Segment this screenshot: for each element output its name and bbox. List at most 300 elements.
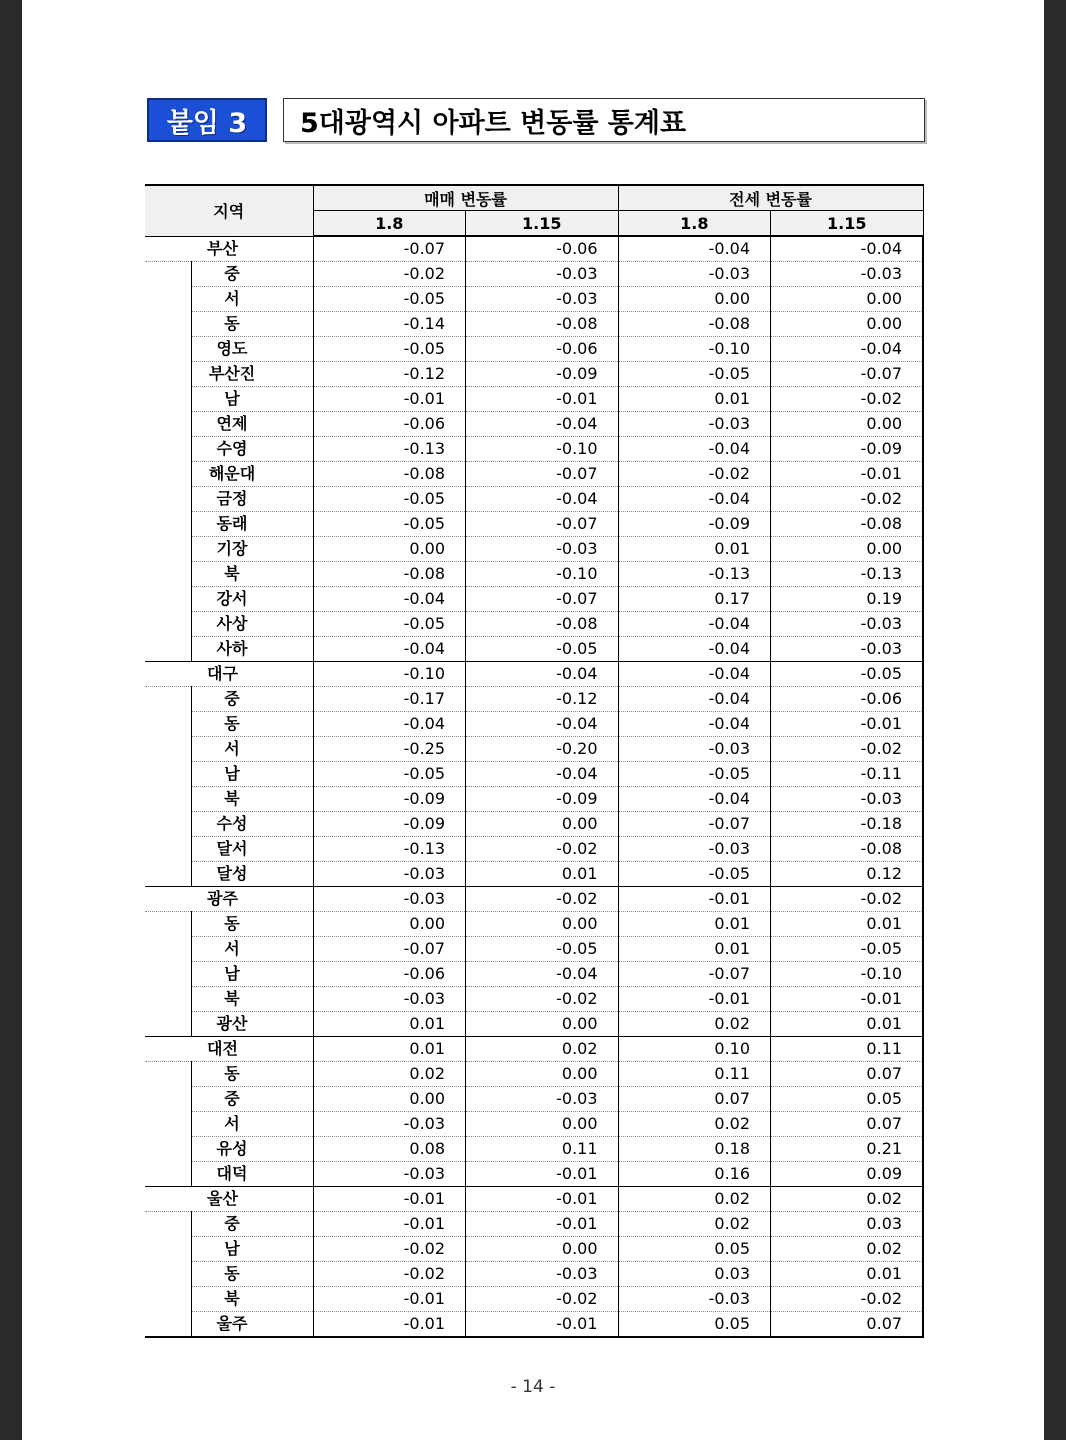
rate-cell: -0.07 (466, 512, 619, 537)
rate-cell: -0.03 (618, 1287, 771, 1312)
rate-cell: -0.01 (466, 1187, 619, 1212)
district-row (145, 812, 923, 837)
rate-cell: -0.04 (466, 412, 619, 437)
rate-cell: -0.01 (771, 987, 924, 1012)
rate-cell: -0.04 (618, 687, 771, 712)
district-row (145, 1137, 923, 1162)
rate-cell: -0.03 (771, 787, 924, 812)
district-row (145, 1087, 923, 1112)
district-name: 남 (191, 962, 313, 987)
rate-cell: -0.01 (466, 387, 619, 412)
sale-rate-header: 매매 변동률 (313, 185, 618, 211)
district-row (145, 512, 923, 537)
district-name: 수영 (191, 437, 313, 462)
page-title: 5대광역시 아파트 변동률 통계표 (283, 98, 925, 142)
rate-cell: 0.00 (313, 537, 466, 562)
rate-cell: -0.10 (771, 962, 924, 987)
city-row (145, 887, 923, 912)
rate-cell: 0.07 (771, 1062, 924, 1087)
rate-cell: -0.07 (313, 937, 466, 962)
rate-cell: -0.04 (466, 762, 619, 787)
district-row (145, 962, 923, 987)
rate-cell: -0.25 (313, 737, 466, 762)
indent-bracket (145, 362, 191, 387)
district-row (145, 412, 923, 437)
city-name: 부산 (145, 236, 313, 262)
district-row (145, 587, 923, 612)
rate-cell: -0.04 (466, 662, 619, 687)
city-name: 대구 (145, 662, 313, 687)
rate-cell: -0.13 (313, 837, 466, 862)
rate-cell: 0.16 (618, 1162, 771, 1187)
rate-cell: -0.02 (771, 737, 924, 762)
rate-cell: 0.10 (618, 1037, 771, 1062)
rate-cell: -0.07 (771, 362, 924, 387)
rate-cell: -0.05 (618, 362, 771, 387)
city-row (145, 662, 923, 687)
rate-cell: -0.04 (618, 637, 771, 662)
rate-cell: 0.00 (466, 1237, 619, 1262)
rate-cell: 0.11 (771, 1037, 924, 1062)
rate-cell: 0.08 (313, 1137, 466, 1162)
district-name: 사하 (191, 637, 313, 662)
rate-cell: -0.07 (466, 587, 619, 612)
rate-cell: 0.18 (618, 1137, 771, 1162)
indent-bracket (145, 562, 191, 587)
district-row (145, 487, 923, 512)
rate-cell: -0.04 (466, 487, 619, 512)
indent-bracket (145, 862, 191, 887)
rate-cell: -0.04 (618, 787, 771, 812)
district-row (145, 262, 923, 287)
indent-bracket (145, 1312, 191, 1338)
rate-cell: -0.05 (466, 637, 619, 662)
rate-cell: 0.02 (618, 1112, 771, 1137)
rate-cell: 0.01 (618, 387, 771, 412)
rate-cell: 0.01 (466, 862, 619, 887)
rate-cell: -0.02 (313, 262, 466, 287)
rate-cell: -0.03 (313, 987, 466, 1012)
jeonse-rate-header: 전세 변동률 (618, 185, 923, 211)
rate-cell: 0.00 (466, 812, 619, 837)
city-name: 울산 (145, 1187, 313, 1212)
rate-cell: -0.03 (466, 287, 619, 312)
rate-cell: 0.00 (466, 912, 619, 937)
rate-cell: -0.08 (771, 512, 924, 537)
rate-cell: -0.05 (771, 937, 924, 962)
rate-cell: -0.03 (771, 262, 924, 287)
rate-cell: -0.06 (466, 337, 619, 362)
rate-cell: 0.09 (771, 1162, 924, 1187)
rate-cell: -0.08 (771, 837, 924, 862)
indent-bracket (145, 712, 191, 737)
indent-bracket (145, 412, 191, 437)
rate-cell: -0.01 (618, 987, 771, 1012)
rate-cell: -0.20 (466, 737, 619, 762)
table-body (145, 236, 923, 1337)
district-name: 북 (191, 562, 313, 587)
rate-cell: 0.07 (618, 1087, 771, 1112)
rate-cell: -0.03 (618, 412, 771, 437)
district-name: 강서 (191, 587, 313, 612)
rate-cell: 0.00 (466, 1062, 619, 1087)
district-row (145, 462, 923, 487)
rate-cell: -0.08 (313, 462, 466, 487)
rate-cell: -0.09 (466, 362, 619, 387)
rate-cell: -0.02 (313, 1237, 466, 1262)
indent-bracket (145, 462, 191, 487)
district-name: 중 (191, 1212, 313, 1237)
district-row (145, 987, 923, 1012)
district-row (145, 687, 923, 712)
jeonse-date-2: 1.15 (771, 211, 924, 237)
district-row (145, 862, 923, 887)
rate-cell: 0.03 (771, 1212, 924, 1237)
district-row (145, 287, 923, 312)
rate-cell: -0.02 (771, 1287, 924, 1312)
indent-bracket (145, 262, 191, 287)
indent-bracket (145, 1237, 191, 1262)
rate-cell: -0.04 (313, 637, 466, 662)
rate-cell: 0.07 (771, 1312, 924, 1338)
indent-bracket (145, 812, 191, 837)
city-row (145, 236, 923, 262)
rate-cell: -0.04 (618, 487, 771, 512)
rate-cell: -0.01 (466, 1162, 619, 1187)
rate-cell: -0.14 (313, 312, 466, 337)
rate-cell: 0.00 (313, 1087, 466, 1112)
rate-cell: 0.11 (466, 1137, 619, 1162)
rate-cell: -0.01 (313, 1312, 466, 1338)
district-row (145, 912, 923, 937)
rate-cell: -0.03 (466, 1262, 619, 1287)
rate-cell: -0.01 (313, 387, 466, 412)
indent-bracket (145, 1087, 191, 1112)
indent-bracket (145, 687, 191, 712)
district-row (145, 1112, 923, 1137)
rate-cell: 0.01 (618, 912, 771, 937)
rate-cell: -0.01 (313, 1287, 466, 1312)
rate-cell: -0.01 (466, 1312, 619, 1338)
indent-bracket (145, 437, 191, 462)
rate-cell: 0.21 (771, 1137, 924, 1162)
rate-cell: -0.05 (466, 937, 619, 962)
rate-cell: -0.12 (466, 687, 619, 712)
rate-cell: -0.02 (466, 987, 619, 1012)
indent-bracket (145, 762, 191, 787)
rate-cell: -0.05 (313, 612, 466, 637)
rate-cell: 0.19 (771, 587, 924, 612)
region-header: 지역 (145, 185, 313, 236)
indent-bracket (145, 937, 191, 962)
district-name: 해운대 (191, 462, 313, 487)
rate-cell: 0.00 (771, 287, 924, 312)
district-row (145, 387, 923, 412)
district-row (145, 1012, 923, 1037)
rate-cell: -0.04 (771, 236, 924, 262)
district-name: 부산진 (191, 362, 313, 387)
indent-bracket (145, 512, 191, 537)
rate-cell: 0.01 (618, 937, 771, 962)
rate-cell: -0.02 (466, 837, 619, 862)
district-row (145, 762, 923, 787)
district-name: 북 (191, 1287, 313, 1312)
district-row (145, 437, 923, 462)
rate-cell: 0.02 (313, 1062, 466, 1087)
indent-bracket (145, 387, 191, 412)
district-row (145, 837, 923, 862)
rate-cell: -0.06 (313, 962, 466, 987)
rate-cell: -0.03 (313, 1162, 466, 1187)
rate-cell: -0.05 (618, 862, 771, 887)
rate-cell: -0.03 (771, 637, 924, 662)
rate-cell: 0.17 (618, 587, 771, 612)
rate-cell: -0.10 (466, 437, 619, 462)
rate-cell: -0.03 (466, 1087, 619, 1112)
jeonse-date-1: 1.8 (618, 211, 771, 237)
rate-cell: -0.10 (313, 662, 466, 687)
indent-bracket (145, 612, 191, 637)
rate-cell: -0.04 (618, 712, 771, 737)
district-name: 중 (191, 1087, 313, 1112)
rate-cell: 0.02 (771, 1237, 924, 1262)
district-name: 영도 (191, 337, 313, 362)
rate-cell: -0.05 (771, 662, 924, 687)
district-name: 광산 (191, 1012, 313, 1037)
rate-cell: -0.08 (466, 312, 619, 337)
district-row (145, 1312, 923, 1338)
rate-cell: -0.01 (466, 1212, 619, 1237)
rate-cell: 0.00 (618, 287, 771, 312)
district-name: 서 (191, 287, 313, 312)
rate-cell: -0.01 (771, 462, 924, 487)
statistics-table (145, 184, 924, 1338)
district-row (145, 637, 923, 662)
rate-cell: 0.01 (771, 912, 924, 937)
rate-cell: 0.05 (771, 1087, 924, 1112)
district-row (145, 937, 923, 962)
rate-cell: -0.13 (771, 562, 924, 587)
rate-cell: -0.02 (466, 1287, 619, 1312)
rate-cell: -0.07 (618, 812, 771, 837)
rate-cell: -0.06 (771, 687, 924, 712)
district-name: 기장 (191, 537, 313, 562)
rate-cell: -0.02 (771, 887, 924, 912)
indent-bracket (145, 337, 191, 362)
rate-cell: -0.02 (771, 487, 924, 512)
district-name: 달서 (191, 837, 313, 862)
rate-cell: -0.03 (313, 862, 466, 887)
rate-cell: -0.09 (771, 437, 924, 462)
indent-bracket (145, 1137, 191, 1162)
district-name: 중 (191, 262, 313, 287)
district-row (145, 612, 923, 637)
indent-bracket (145, 1112, 191, 1137)
document-page (22, 0, 1044, 1440)
district-name: 중 (191, 687, 313, 712)
rate-cell: -0.03 (771, 612, 924, 637)
district-row (145, 737, 923, 762)
rate-cell: 0.00 (771, 412, 924, 437)
district-row (145, 337, 923, 362)
rate-cell: -0.08 (313, 562, 466, 587)
rate-cell: -0.18 (771, 812, 924, 837)
rate-cell: -0.04 (618, 612, 771, 637)
district-name: 동 (191, 1262, 313, 1287)
rate-cell: -0.02 (771, 387, 924, 412)
rate-cell: -0.06 (466, 236, 619, 262)
rate-cell: -0.12 (313, 362, 466, 387)
rate-cell: -0.01 (618, 887, 771, 912)
rate-cell: 0.05 (618, 1312, 771, 1338)
rate-cell: -0.04 (618, 236, 771, 262)
district-name: 북 (191, 787, 313, 812)
city-name: 광주 (145, 887, 313, 912)
rate-cell: -0.03 (618, 837, 771, 862)
rate-cell: 0.02 (771, 1187, 924, 1212)
district-name: 동 (191, 1062, 313, 1087)
rate-cell: -0.02 (466, 887, 619, 912)
rate-cell: -0.04 (771, 337, 924, 362)
rate-cell: 0.00 (771, 312, 924, 337)
rate-cell: -0.10 (618, 337, 771, 362)
rate-cell: -0.07 (466, 462, 619, 487)
rate-cell: 0.03 (618, 1262, 771, 1287)
district-name: 사상 (191, 612, 313, 637)
rate-cell: -0.01 (771, 712, 924, 737)
indent-bracket (145, 287, 191, 312)
rate-cell: -0.05 (313, 762, 466, 787)
rate-cell: 0.01 (771, 1012, 924, 1037)
district-name: 동 (191, 912, 313, 937)
district-row (145, 537, 923, 562)
indent-bracket (145, 1212, 191, 1237)
rate-cell: -0.01 (313, 1212, 466, 1237)
rate-cell: 0.01 (618, 537, 771, 562)
district-name: 대덕 (191, 1162, 313, 1187)
district-row (145, 362, 923, 387)
rate-cell: -0.05 (313, 337, 466, 362)
district-name: 연제 (191, 412, 313, 437)
indent-bracket (145, 1012, 191, 1037)
rate-cell: 0.12 (771, 862, 924, 887)
rate-cell: -0.03 (313, 1112, 466, 1137)
rate-cell: 0.02 (618, 1212, 771, 1237)
indent-bracket (145, 312, 191, 337)
rate-cell: 0.00 (466, 1112, 619, 1137)
district-name: 서 (191, 1112, 313, 1137)
indent-bracket (145, 787, 191, 812)
indent-bracket (145, 487, 191, 512)
district-name: 유성 (191, 1137, 313, 1162)
rate-cell: -0.04 (618, 662, 771, 687)
district-row (145, 712, 923, 737)
district-row (145, 562, 923, 587)
rate-cell: 0.02 (618, 1187, 771, 1212)
rate-cell: -0.05 (313, 287, 466, 312)
indent-bracket (145, 587, 191, 612)
sale-date-1: 1.8 (313, 211, 466, 237)
indent-bracket (145, 1262, 191, 1287)
rate-cell: 0.01 (771, 1262, 924, 1287)
rate-cell: -0.04 (466, 962, 619, 987)
rate-cell: -0.05 (313, 512, 466, 537)
rate-cell: -0.07 (313, 236, 466, 262)
district-name: 서 (191, 737, 313, 762)
district-name: 금정 (191, 487, 313, 512)
district-name: 울주 (191, 1312, 313, 1338)
district-row (145, 1212, 923, 1237)
rate-cell: 0.00 (771, 537, 924, 562)
rate-cell: -0.09 (313, 787, 466, 812)
rate-cell: -0.09 (466, 787, 619, 812)
rate-cell: 0.07 (771, 1112, 924, 1137)
district-name: 서 (191, 937, 313, 962)
indent-bracket (145, 1062, 191, 1087)
district-row (145, 1162, 923, 1187)
rate-cell: -0.04 (313, 587, 466, 612)
rate-cell: -0.06 (313, 412, 466, 437)
indent-bracket (145, 962, 191, 987)
attachment-badge: 붙임 3 (147, 98, 267, 142)
rate-cell: -0.03 (466, 262, 619, 287)
indent-bracket (145, 737, 191, 762)
rate-cell: 0.02 (618, 1012, 771, 1037)
rate-cell: -0.08 (618, 312, 771, 337)
rate-cell: -0.03 (618, 262, 771, 287)
sale-date-2: 1.15 (466, 211, 619, 237)
district-name: 남 (191, 762, 313, 787)
district-name: 달성 (191, 862, 313, 887)
rate-cell: -0.01 (313, 1187, 466, 1212)
district-name: 동래 (191, 512, 313, 537)
district-name: 북 (191, 987, 313, 1012)
district-row (145, 1062, 923, 1087)
rate-cell: -0.04 (466, 712, 619, 737)
indent-bracket (145, 912, 191, 937)
rate-cell: -0.03 (618, 737, 771, 762)
rate-cell: -0.02 (618, 462, 771, 487)
rate-cell: 0.02 (466, 1037, 619, 1062)
rate-cell: -0.13 (313, 437, 466, 462)
district-name: 남 (191, 1237, 313, 1262)
district-name: 동 (191, 712, 313, 737)
rate-cell: 0.11 (618, 1062, 771, 1087)
district-row (145, 1262, 923, 1287)
rate-cell: -0.05 (313, 487, 466, 512)
district-name: 남 (191, 387, 313, 412)
city-row (145, 1187, 923, 1212)
indent-bracket (145, 837, 191, 862)
indent-bracket (145, 537, 191, 562)
rate-cell: -0.05 (618, 762, 771, 787)
indent-bracket (145, 637, 191, 662)
rate-cell: -0.04 (618, 437, 771, 462)
rate-cell: -0.02 (313, 1262, 466, 1287)
rate-cell: 0.05 (618, 1237, 771, 1262)
rate-cell: 0.00 (466, 1012, 619, 1037)
rate-cell: -0.08 (466, 612, 619, 637)
rate-cell: -0.09 (618, 512, 771, 537)
indent-bracket (145, 987, 191, 1012)
district-row (145, 312, 923, 337)
district-name: 수성 (191, 812, 313, 837)
rate-cell: -0.11 (771, 762, 924, 787)
rate-cell: 0.01 (313, 1037, 466, 1062)
rate-cell: 0.01 (313, 1012, 466, 1037)
district-row (145, 1287, 923, 1312)
rate-cell: -0.03 (466, 537, 619, 562)
